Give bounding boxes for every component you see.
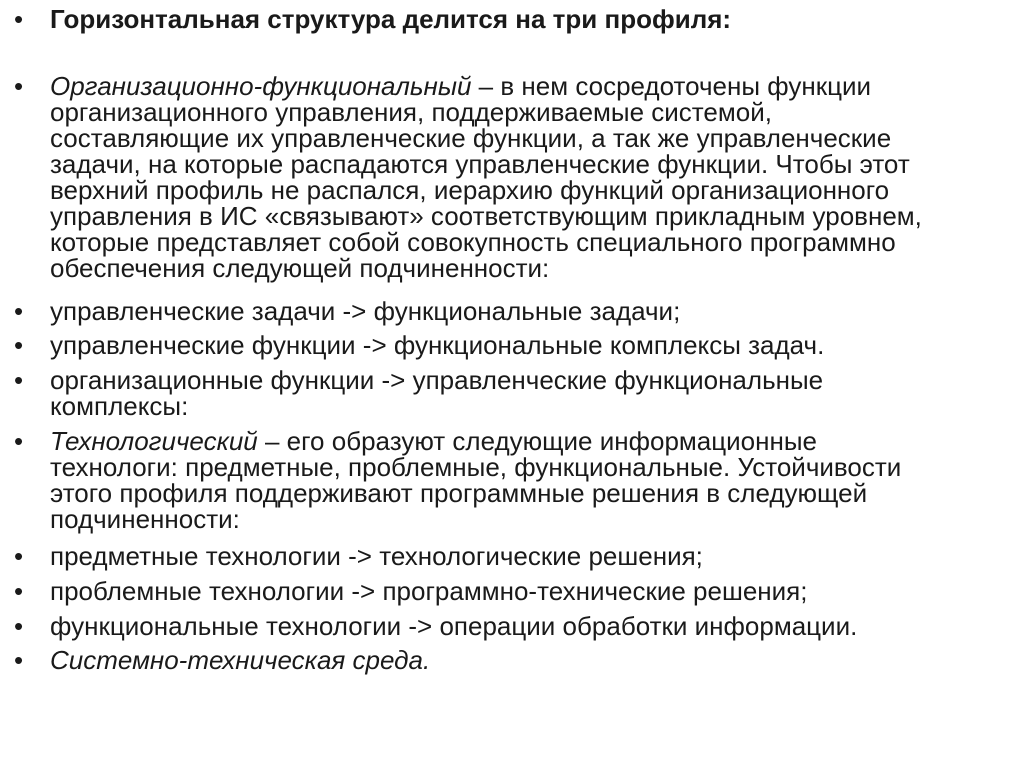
org-functional-text <box>50 73 1010 281</box>
list-item-text <box>50 367 1010 419</box>
heading-text <box>50 6 1010 32</box>
org-functional-line-5: верхний профиль не распался, иерархию функций организационного <box>50 175 890 205</box>
bullet-icon: • <box>14 296 24 326</box>
technological-line-4: подчиненности: <box>50 504 240 534</box>
heading-line: Горизонтальная структура делится на три профиля: <box>50 4 732 34</box>
system-technical-line: Системно-техническая среда. <box>50 645 431 675</box>
list-item-text <box>50 578 1010 604</box>
org-functional-line-2: организационного управления, поддерживаемые системой, <box>50 97 772 127</box>
org-functional-line-4: задачи, на которые распадаются управленческие функции. Чтобы этот <box>50 149 910 179</box>
bullet-icon: • <box>14 611 24 641</box>
list-item-line: управленческие задачи -> функциональные задачи; <box>50 296 681 326</box>
list-item-line: предметные технологии -> технологические решения; <box>50 541 703 571</box>
bullet-icon: • <box>14 365 24 395</box>
org-functional-line-6: управления в ИС «связывают» соответствующим прикладным уровнем, <box>50 201 922 231</box>
technological-lead: Технологический <box>50 426 258 456</box>
org-functional-lead: Организационно-функциональный <box>50 71 472 101</box>
system-technical-text <box>50 647 1010 673</box>
list-item-line: управленческие функции -> функциональные комплексы задач. <box>50 330 825 360</box>
list-item-text <box>50 613 1010 639</box>
list-item-line: проблемные технологии -> программно-технические решения; <box>50 576 808 606</box>
list-item-text <box>50 298 1010 324</box>
org-functional-line-7: которые представляет собой совокупность специального программно <box>50 227 896 257</box>
list-item-line-2: комплексы: <box>50 391 189 421</box>
technological-line-3: этого профиля поддерживают программные решения в следующей <box>50 478 868 508</box>
org-functional-line-3: составляющие их управленческие функции, а так же управленческие <box>50 123 892 153</box>
org-functional-line-8: обеспечения следующей подчиненности: <box>50 253 550 283</box>
technological-line-2: технологи: предметные, проблемные, функциональные. Устойчивости <box>50 452 902 482</box>
bullet-icon: • <box>14 4 24 34</box>
bullet-icon: • <box>14 645 24 675</box>
list-item-line-1: организационные функции -> управленческие функциональные <box>50 365 824 395</box>
bullet-icon: • <box>14 576 24 606</box>
list-item-text <box>50 332 1010 358</box>
technological-line-1 <box>50 428 1010 454</box>
technological-line-1-rest: – его образуют следующие информационные <box>257 426 817 456</box>
list-item-text <box>50 543 1010 569</box>
bullet-icon: • <box>14 426 24 456</box>
bullet-icon: • <box>14 541 24 571</box>
bullet-icon: • <box>14 330 24 360</box>
list-item-line: функциональные технологии -> операции обработки информации. <box>50 611 858 641</box>
technological-text <box>50 428 1010 532</box>
org-functional-line-1 <box>50 73 1010 99</box>
org-functional-line-1-rest: – в нем сосредоточены функции <box>471 71 872 101</box>
bullet-icon: • <box>14 71 24 101</box>
